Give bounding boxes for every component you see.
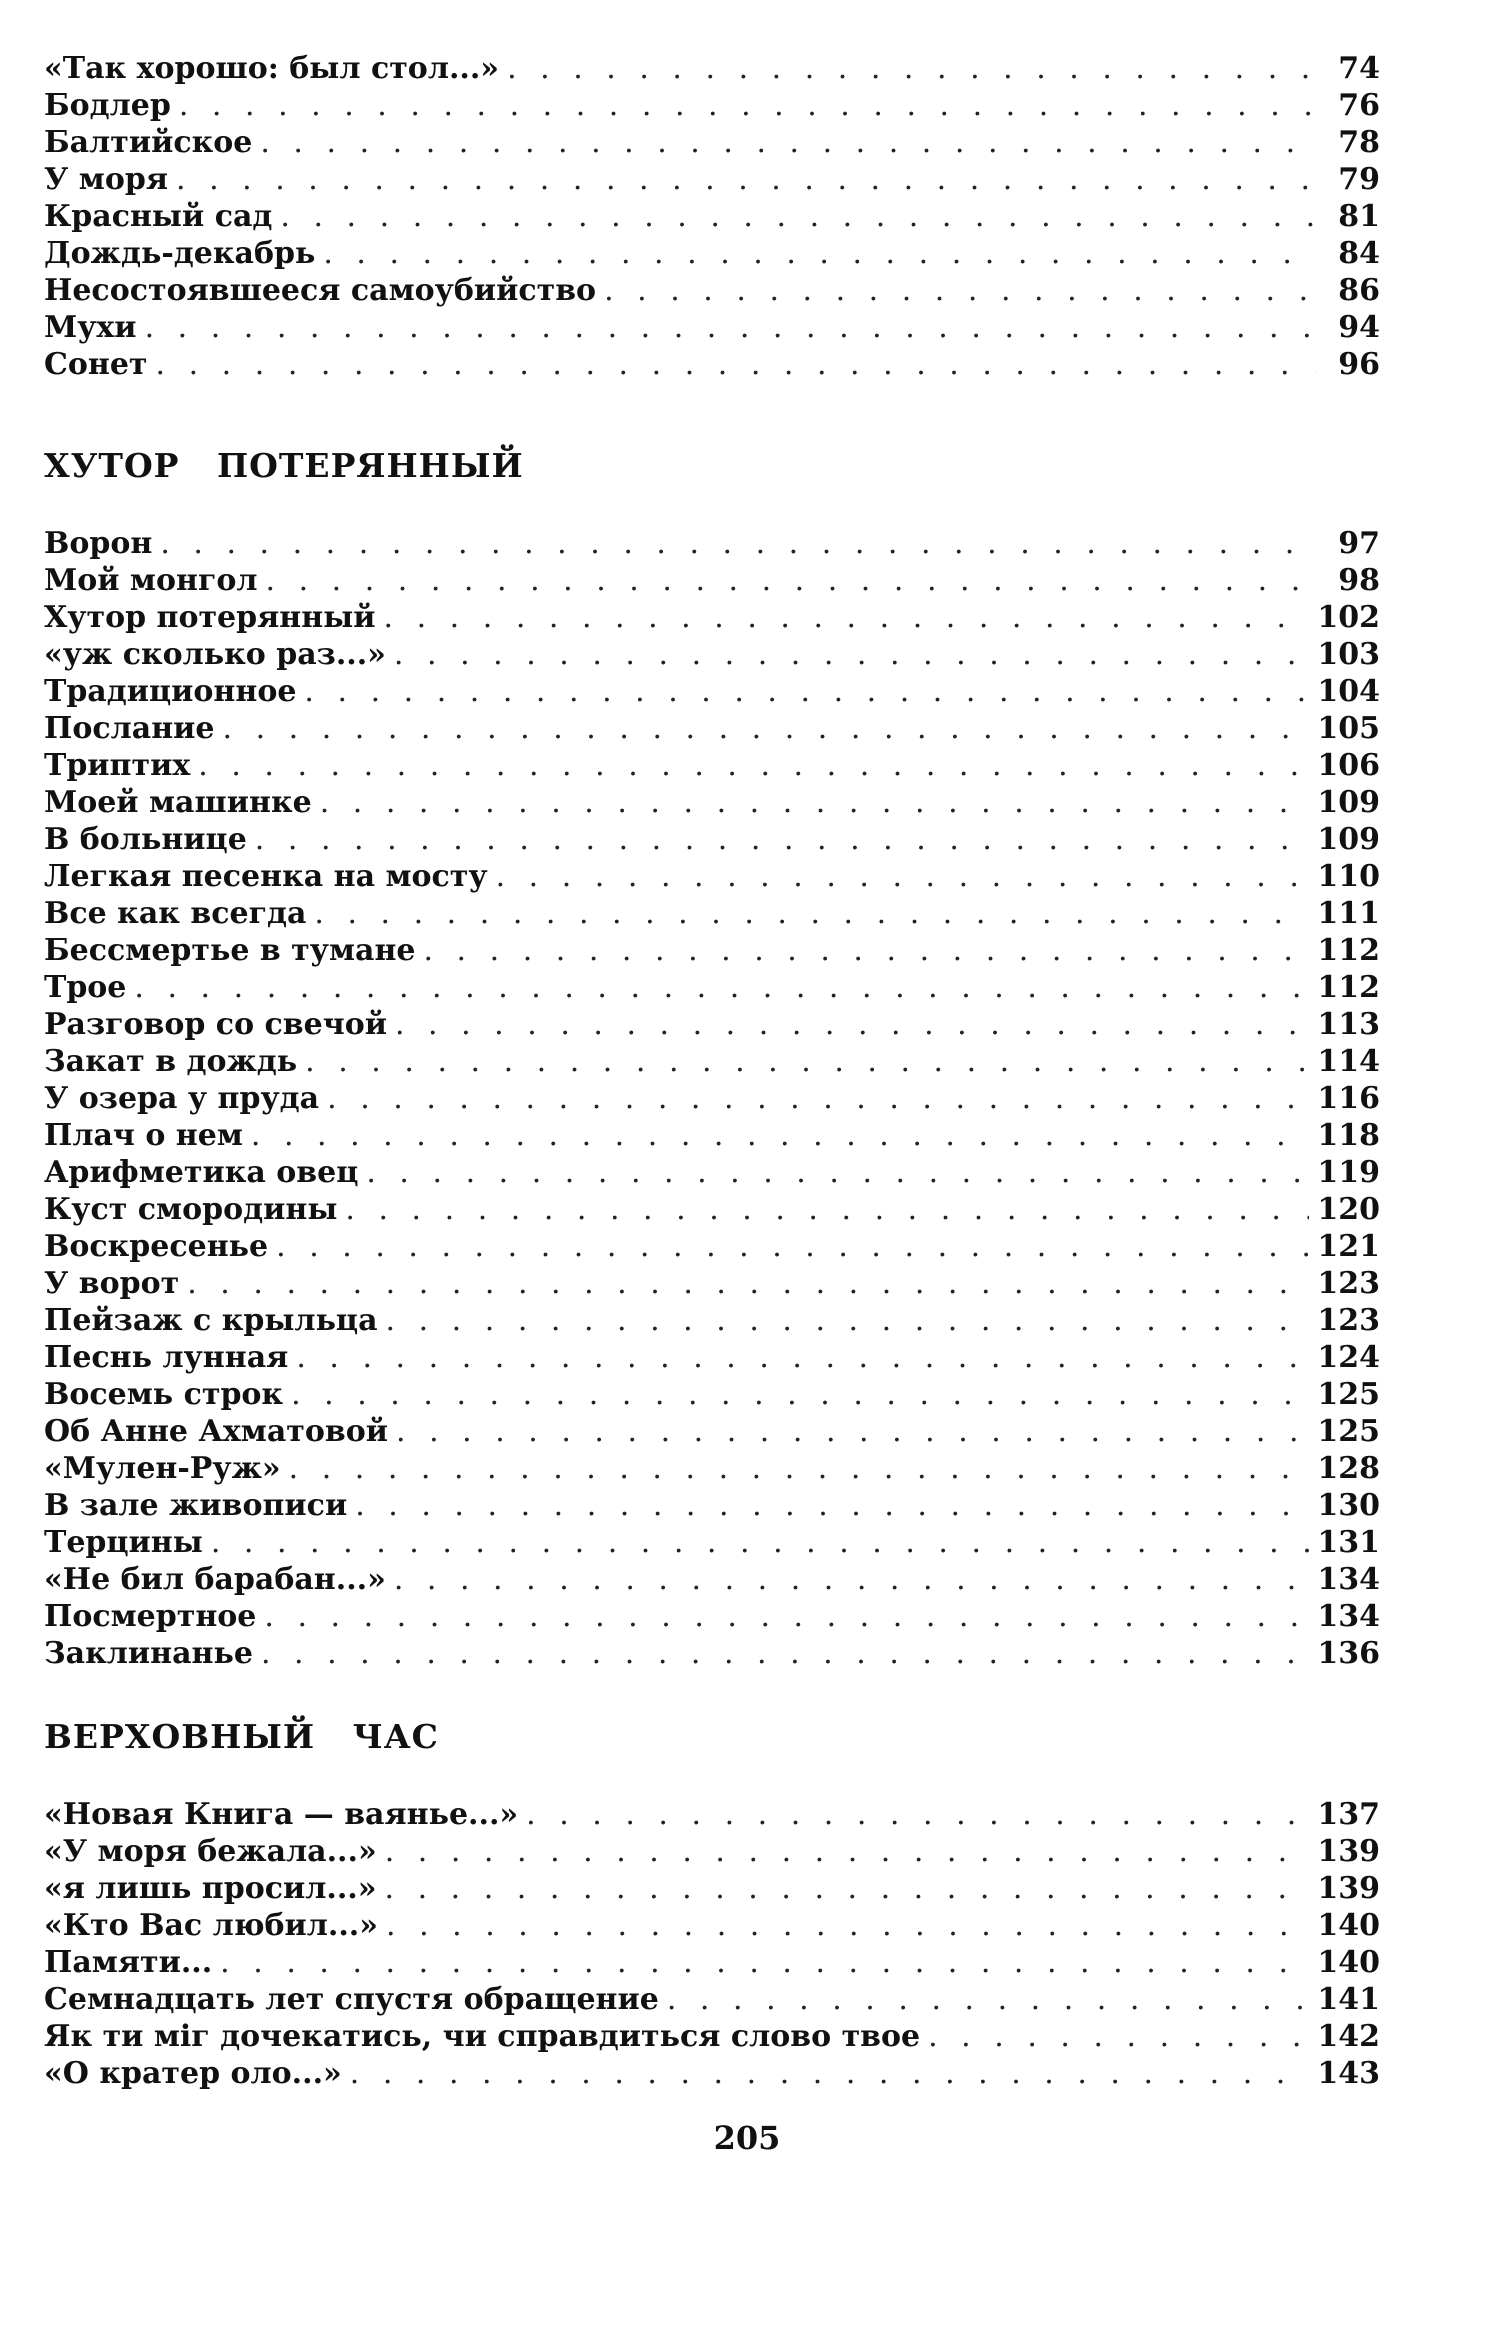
toc-entry-page: 106 — [1317, 748, 1380, 783]
toc-entry-title: «О кратер оло...» — [44, 2056, 342, 2091]
toc-entry-page: 142 — [1317, 2019, 1380, 2054]
toc-entry — [44, 1191, 1380, 1228]
toc-entry-title: Моей машинке — [44, 785, 312, 820]
dot-leader — [355, 1487, 1309, 1524]
toc-entry-page: 128 — [1317, 1451, 1380, 1486]
toc-entry-title: «Мулен-Руж» — [44, 1451, 281, 1486]
toc-entry-title: В больнице — [44, 822, 247, 857]
dot-leader — [134, 969, 1309, 1006]
dot-leader — [507, 50, 1316, 87]
dot-leader — [604, 272, 1316, 309]
toc-section-top — [44, 50, 1380, 383]
toc-entry-page: 141 — [1317, 1982, 1380, 2017]
toc-entry-title: «Новая Книга — ваянье...» — [44, 1797, 519, 1832]
toc-entry — [44, 747, 1380, 784]
toc-entry — [44, 50, 1380, 87]
toc-entry — [44, 858, 1380, 895]
toc-entry-title: Бодлер — [44, 88, 171, 123]
toc-entry — [44, 272, 1380, 309]
toc-entry-page: 103 — [1317, 637, 1380, 672]
dot-leader — [423, 932, 1309, 969]
toc-section-khutor-poteryannyi — [44, 447, 1380, 1672]
dot-leader — [305, 1043, 1309, 1080]
toc-entry — [44, 1228, 1380, 1265]
dot-leader — [384, 599, 1310, 636]
toc-entry-page: 121 — [1317, 1229, 1380, 1264]
toc-entry-page: 94 — [1338, 310, 1380, 345]
toc-entry — [44, 969, 1380, 1006]
toc-entry-title: Хутор потерянный — [44, 600, 376, 635]
toc-entry-page: 84 — [1338, 236, 1380, 271]
toc-entry — [44, 1006, 1380, 1043]
dot-leader — [314, 895, 1309, 932]
toc-entry — [44, 198, 1380, 235]
toc-entry-page: 105 — [1317, 711, 1380, 746]
toc-entry — [44, 1944, 1380, 1981]
dot-leader — [198, 747, 1309, 784]
toc-entry — [44, 562, 1380, 599]
toc-entry-title: Терцины — [44, 1525, 203, 1560]
toc-entry — [44, 1117, 1380, 1154]
toc-list — [44, 1796, 1380, 2092]
dot-leader — [160, 525, 1316, 562]
section-title: ХУТОР ПОТЕРЯННЫЙ — [44, 446, 524, 485]
dot-leader — [280, 198, 1316, 235]
toc-entry — [44, 1598, 1380, 1635]
dot-leader — [296, 1339, 1309, 1376]
toc-entry-page: 81 — [1338, 199, 1380, 234]
toc-entry — [44, 2055, 1380, 2092]
toc-entry — [44, 87, 1380, 124]
toc-entry-page: 109 — [1317, 785, 1380, 820]
toc-entry-page: 123 — [1317, 1266, 1380, 1301]
dot-leader — [496, 858, 1310, 895]
toc-entry — [44, 1376, 1380, 1413]
toc-entry-title: Легкая песенка на мосту — [44, 859, 488, 894]
toc-entry-page: 125 — [1317, 1414, 1380, 1449]
toc-entry — [44, 895, 1380, 932]
toc-entry-title: Сонет — [44, 347, 148, 382]
toc-entry-title: Куст смородины — [44, 1192, 338, 1227]
dot-leader — [176, 161, 1316, 198]
toc-entry-page: 130 — [1317, 1488, 1380, 1523]
toc-entry-page: 96 — [1338, 347, 1380, 382]
toc-entry — [44, 1043, 1380, 1080]
toc-entry-title: Мой монгол — [44, 563, 258, 598]
dot-leader — [276, 1228, 1309, 1265]
dot-leader — [320, 784, 1310, 821]
toc-entry — [44, 1561, 1380, 1598]
dot-leader — [264, 1598, 1309, 1635]
toc-entry-title: Триптих — [44, 748, 191, 783]
toc-entry — [44, 1907, 1380, 1944]
toc-entry — [44, 1833, 1380, 1870]
toc-entry — [44, 784, 1380, 821]
toc-entry-title: Заклинанье — [44, 1636, 253, 1671]
toc-entry — [44, 1413, 1380, 1450]
dot-leader — [350, 2055, 1310, 2092]
toc-entry-page: 98 — [1338, 563, 1380, 598]
toc-entry — [44, 636, 1380, 673]
toc-entry-page: 74 — [1338, 51, 1380, 86]
dot-leader — [145, 309, 1316, 346]
dot-leader — [394, 636, 1309, 673]
toc-entry-page: 78 — [1338, 125, 1380, 160]
toc-entry-title: Несостоявшееся самоубийство — [44, 273, 597, 308]
toc-entry-title: Об Анне Ахматовой — [44, 1414, 388, 1449]
toc-entry-title: Посмертное — [44, 1599, 257, 1634]
toc-entry-page: 86 — [1338, 273, 1380, 308]
dot-leader — [395, 1006, 1309, 1043]
toc-entry-title: Восемь строк — [44, 1377, 284, 1412]
toc-entry-title: Трое — [44, 970, 127, 1005]
toc-entry-page: 140 — [1317, 1945, 1380, 1980]
toc-entry — [44, 710, 1380, 747]
toc-entry — [44, 1635, 1380, 1672]
toc-entry-page: 137 — [1317, 1797, 1380, 1832]
toc-entry-title: У озера у пруда — [44, 1081, 320, 1116]
toc-entry-page: 97 — [1338, 526, 1380, 561]
toc-entry-title: Бессмертье в тумане — [44, 933, 416, 968]
toc-entry-page: 131 — [1317, 1525, 1380, 1560]
toc-entry — [44, 599, 1380, 636]
toc-entry-title: Памяти... — [44, 1945, 213, 1980]
toc-entry — [44, 235, 1380, 272]
page-number: 205 — [713, 2119, 781, 2157]
toc-entry — [44, 1450, 1380, 1487]
dot-leader — [526, 1796, 1309, 1833]
toc-entry — [44, 1796, 1380, 1833]
dot-leader — [223, 710, 1310, 747]
toc-entry-title: Традиционное — [44, 674, 297, 709]
toc-entry-page: 109 — [1317, 822, 1380, 857]
toc-entry-page: 110 — [1317, 859, 1380, 894]
dot-leader — [386, 1302, 1310, 1339]
toc-entry-title: Воскресенье — [44, 1229, 269, 1264]
toc-entry — [44, 2018, 1380, 2055]
toc-section-verkhovnyi-chas — [44, 1718, 1380, 2092]
dot-leader — [385, 1833, 1310, 1870]
toc-entry-title: Закат в дождь — [44, 1044, 298, 1079]
toc-entry-title: Дождь-декабрь — [44, 236, 316, 271]
toc-entry — [44, 1265, 1380, 1302]
dot-leader — [266, 562, 1317, 599]
dot-leader — [220, 1944, 1309, 1981]
dot-leader — [386, 1907, 1309, 1944]
toc-entry-title: «уж сколько раз...» — [44, 637, 386, 672]
toc-entry — [44, 309, 1380, 346]
toc-entry-title: «У моря бежала...» — [44, 1834, 377, 1869]
dot-leader — [291, 1376, 1309, 1413]
toc-entry — [44, 124, 1380, 161]
toc-entry-page: 140 — [1317, 1908, 1380, 1943]
toc-entry — [44, 1524, 1380, 1561]
toc-entry-page: 123 — [1317, 1303, 1380, 1338]
toc-list — [44, 525, 1380, 1672]
toc-entry — [44, 1339, 1380, 1376]
toc-entry — [44, 1154, 1380, 1191]
toc-entry — [44, 932, 1380, 969]
dot-leader — [261, 1635, 1309, 1672]
toc-entry-title: Мухи — [44, 310, 137, 345]
toc-entry — [44, 821, 1380, 858]
dot-leader — [187, 1265, 1309, 1302]
toc-entry-title: Послание — [44, 711, 215, 746]
dot-leader — [323, 235, 1316, 272]
toc-entry-title: «Не бил барабан...» — [44, 1562, 386, 1597]
dot-leader — [156, 346, 1316, 383]
toc-entry-title: «я лишь просил...» — [44, 1871, 377, 1906]
toc-entry-page: 124 — [1317, 1340, 1380, 1375]
toc-entry-page: 102 — [1317, 600, 1380, 635]
toc-entry-page: 136 — [1317, 1636, 1380, 1671]
toc-entry-page: 112 — [1317, 933, 1380, 968]
section-title: ВЕРХОВНЫЙ ЧАС — [44, 1717, 439, 1756]
toc-entry — [44, 1080, 1380, 1117]
toc-entry-page: 111 — [1317, 896, 1380, 931]
dot-leader — [366, 1154, 1309, 1191]
toc-entry-page: 119 — [1317, 1155, 1380, 1190]
dot-leader — [251, 1117, 1309, 1154]
toc-entry-title: Разговор со свечой — [44, 1007, 387, 1042]
toc-entry-title: Пейзаж с крыльца — [44, 1303, 378, 1338]
toc-entry — [44, 1302, 1380, 1339]
toc-entry-title: У ворот — [44, 1266, 180, 1301]
dot-leader — [260, 124, 1316, 161]
toc-list — [44, 50, 1380, 383]
toc-entry-page: 139 — [1317, 1834, 1380, 1869]
toc-entry — [44, 525, 1380, 562]
toc-entry — [44, 161, 1380, 198]
dot-leader — [667, 1981, 1310, 2018]
toc-entry-page: 79 — [1338, 162, 1380, 197]
toc-entry-page: 104 — [1317, 674, 1380, 709]
toc-entry-page: 139 — [1317, 1871, 1380, 1906]
dot-leader — [289, 1450, 1310, 1487]
toc-entry-title: Семнадцать лет спустя обращение — [44, 1982, 659, 2017]
toc-entry-page: 76 — [1338, 88, 1380, 123]
toc-entry — [44, 1870, 1380, 1907]
toc-entry-title: Балтийское — [44, 125, 253, 160]
toc-entry — [44, 1981, 1380, 2018]
toc-entry-title: В зале живописи — [44, 1488, 348, 1523]
toc-entry-page: 120 — [1317, 1192, 1380, 1227]
toc-entry-title: Арифметика овец — [44, 1155, 359, 1190]
toc-entry-page: 134 — [1317, 1562, 1380, 1597]
toc-entry-title: Красный сад — [44, 199, 273, 234]
toc-entry-title: «Кто Вас любил...» — [44, 1908, 378, 1943]
dot-leader — [211, 1524, 1310, 1561]
toc-entry-title: Як ти міг дочекатись, чи справдиться слово твое — [44, 2019, 921, 2054]
dot-leader — [179, 87, 1316, 124]
dot-leader — [928, 2018, 1309, 2055]
toc-entry-page: 118 — [1317, 1118, 1380, 1153]
toc-entry-title: Плач о нем — [44, 1118, 243, 1153]
dot-leader — [255, 821, 1310, 858]
toc-entry-page: 112 — [1317, 970, 1380, 1005]
dot-leader — [396, 1413, 1309, 1450]
dot-leader — [345, 1191, 1309, 1228]
dot-leader — [304, 673, 1309, 710]
toc-entry-title: Ворон — [44, 526, 153, 561]
toc-entry-page: 125 — [1317, 1377, 1380, 1412]
dot-leader — [394, 1561, 1310, 1598]
toc-entry — [44, 673, 1380, 710]
dot-leader — [327, 1080, 1309, 1117]
toc-entry-title: У моря — [44, 162, 168, 197]
toc-entry-page: 116 — [1317, 1081, 1380, 1116]
toc-entry-title: Все как всегда — [44, 896, 307, 931]
dot-leader — [385, 1870, 1310, 1907]
toc-entry-title: Песнь лунная — [44, 1340, 289, 1375]
toc-entry — [44, 346, 1380, 383]
toc-entry-page: 113 — [1317, 1007, 1380, 1042]
toc-entry-title: «Так хорошо: был стол...» — [44, 51, 500, 86]
toc-entry-page: 114 — [1317, 1044, 1380, 1079]
toc-entry-page: 134 — [1317, 1599, 1380, 1634]
toc-entry-page: 143 — [1317, 2056, 1380, 2091]
toc-entry — [44, 1487, 1380, 1524]
